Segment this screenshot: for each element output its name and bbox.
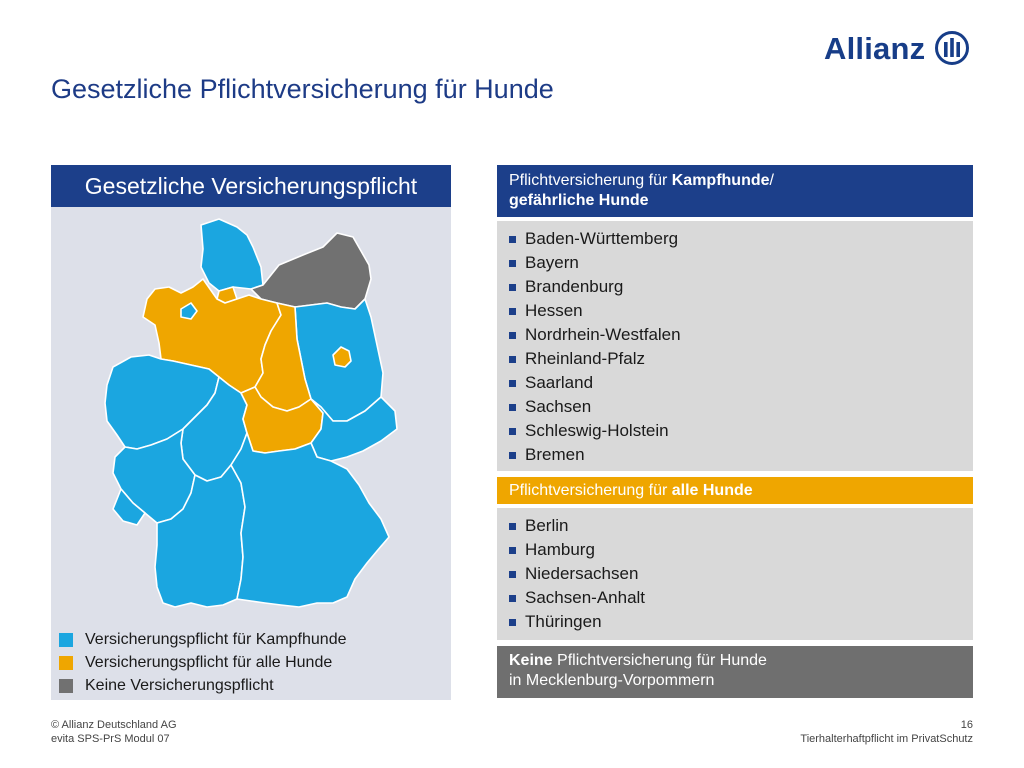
map-region-schleswig-holstein bbox=[201, 219, 263, 291]
kampfhunde-header-bold: Kampfhunde bbox=[671, 172, 770, 189]
legend-label: Versicherungspflicht für Kampfhunde bbox=[85, 630, 347, 648]
alle-hunde-state-list bbox=[497, 508, 973, 640]
list-item bbox=[509, 395, 961, 419]
map-region-bayern bbox=[231, 433, 389, 607]
bullet-icon bbox=[509, 260, 516, 267]
bullet-icon bbox=[509, 284, 516, 291]
alle-hunde-header-text: Pflichtversicherung für bbox=[509, 482, 672, 499]
legend-label: Keine Versicherungspflicht bbox=[85, 676, 274, 694]
list-item bbox=[509, 323, 961, 347]
bullet-icon bbox=[509, 236, 516, 243]
map-region-mecklenburg-vorpommern bbox=[251, 233, 371, 309]
brand-name: Allianz bbox=[824, 30, 926, 66]
keine-pflicht-box bbox=[497, 646, 973, 698]
bullet-icon bbox=[509, 356, 516, 363]
state-name: Bremen bbox=[525, 445, 585, 464]
legend-item-keine bbox=[59, 674, 346, 697]
list-item bbox=[509, 371, 961, 395]
state-name: Hessen bbox=[525, 301, 583, 320]
list-item bbox=[509, 514, 961, 538]
list-item bbox=[509, 562, 961, 586]
state-name: Rheinland-Pfalz bbox=[525, 349, 646, 368]
state-name: Baden-Württemberg bbox=[525, 229, 679, 248]
list-item bbox=[509, 275, 961, 299]
map-panel bbox=[51, 165, 451, 700]
state-name: Brandenburg bbox=[525, 277, 624, 296]
allianz-logo bbox=[824, 28, 969, 68]
germany-map bbox=[51, 207, 451, 637]
page-title: Gesetzliche Pflichtversicherung für Hunde bbox=[51, 74, 554, 104]
state-name: Berlin bbox=[525, 516, 569, 535]
bullet-icon bbox=[509, 404, 516, 411]
list-item bbox=[509, 443, 961, 467]
keine-pflicht-text: Pflichtversicherung für Hunde bbox=[552, 652, 767, 669]
list-item bbox=[509, 347, 961, 371]
legend-swatch-orange bbox=[59, 656, 73, 670]
keine-pflicht-line2: in Mecklenburg-Vorpommern bbox=[509, 672, 715, 689]
list-item bbox=[509, 251, 961, 275]
footer-module: evita SPS-PrS Modul 07 bbox=[51, 733, 170, 745]
footer-right bbox=[800, 718, 973, 746]
page-number: 16 bbox=[960, 719, 973, 731]
keine-pflicht-bold: Keine bbox=[509, 652, 553, 669]
footer-copyright: © Allianz Deutschland AG bbox=[51, 719, 177, 731]
list-item bbox=[509, 299, 961, 323]
list-item bbox=[509, 610, 961, 634]
list-item bbox=[509, 419, 961, 443]
kampfhunde-header bbox=[497, 165, 973, 217]
bullet-icon bbox=[509, 428, 516, 435]
state-name: Bayern bbox=[525, 253, 579, 272]
footer-left bbox=[51, 718, 177, 746]
state-name: Schleswig-Holstein bbox=[525, 421, 669, 440]
legend-swatch-blue bbox=[59, 633, 73, 647]
legend-label: Versicherungspflicht für alle Hunde bbox=[85, 653, 333, 671]
state-name: Sachsen-Anhalt bbox=[525, 588, 646, 607]
legend-item-kampfhunde bbox=[59, 628, 346, 651]
bullet-icon bbox=[509, 452, 516, 459]
allianz-eagle-icon bbox=[935, 31, 969, 65]
bullet-icon bbox=[509, 523, 516, 530]
bullet-icon bbox=[509, 332, 516, 339]
bullet-icon bbox=[509, 380, 516, 387]
map-legend bbox=[59, 628, 346, 697]
list-item bbox=[509, 227, 961, 251]
alle-hunde-header-bold: alle Hunde bbox=[671, 482, 753, 499]
kampfhunde-state-list bbox=[497, 221, 973, 471]
state-name: Sachsen bbox=[525, 397, 592, 416]
kampfhunde-header-text: Pflichtversicherung für bbox=[509, 172, 672, 189]
footer-topic: Tierhalterhaftpflicht im PrivatSchutz bbox=[800, 733, 973, 745]
kampfhunde-header-line2: gefährliche Hunde bbox=[509, 192, 649, 209]
list-item bbox=[509, 538, 961, 562]
kampfhunde-header-slash: / bbox=[769, 172, 774, 189]
list-item bbox=[509, 586, 961, 610]
bullet-icon bbox=[509, 619, 516, 626]
legend-swatch-gray bbox=[59, 679, 73, 693]
bullet-icon bbox=[509, 308, 516, 315]
alle-hunde-header bbox=[497, 477, 973, 504]
bullet-icon bbox=[509, 547, 516, 554]
bullet-icon bbox=[509, 571, 516, 578]
map-panel-header: Gesetzliche Versicherungspflicht bbox=[51, 165, 451, 207]
state-name: Thüringen bbox=[525, 612, 602, 631]
legend-item-alle-hunde bbox=[59, 651, 346, 674]
state-name: Hamburg bbox=[525, 540, 595, 559]
bullet-icon bbox=[509, 595, 516, 602]
state-name: Saarland bbox=[525, 373, 594, 392]
state-name: Nordrhein-Westfalen bbox=[525, 325, 681, 344]
state-name: Niedersachsen bbox=[525, 564, 639, 583]
